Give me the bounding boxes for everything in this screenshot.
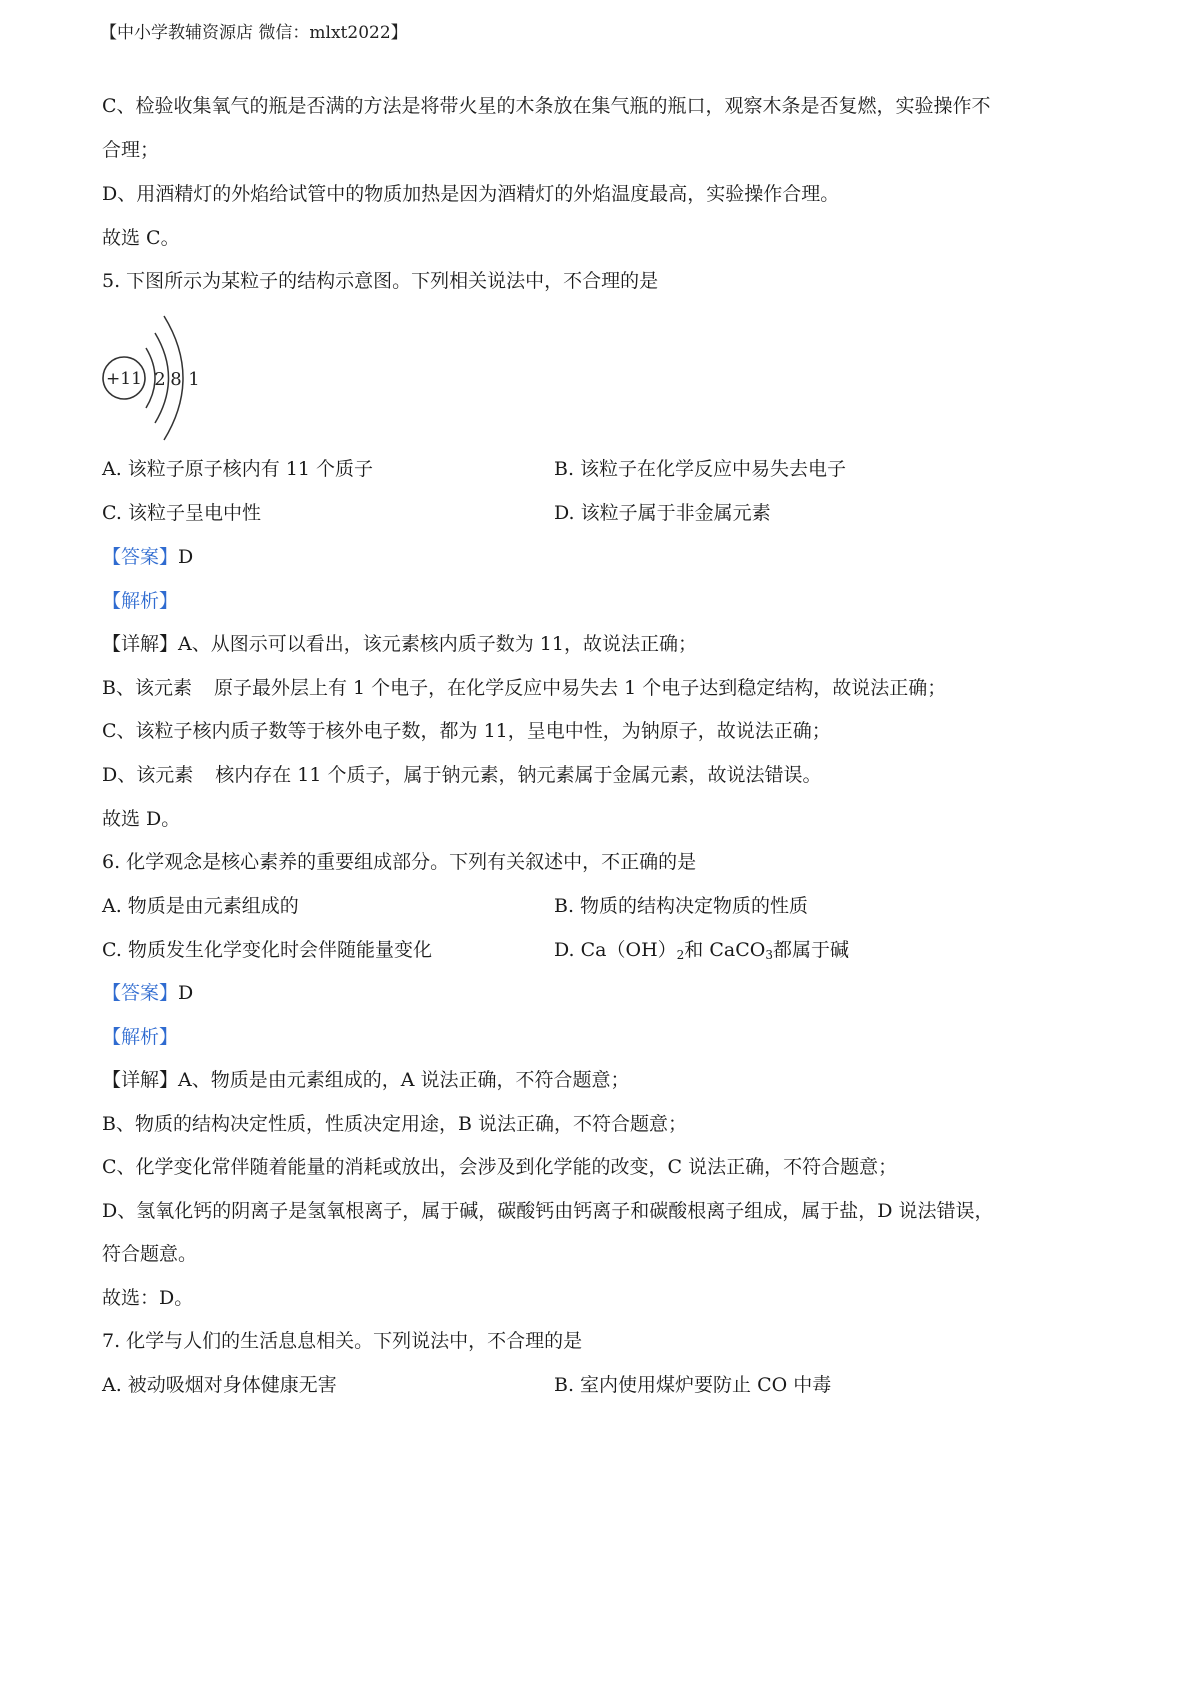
- q7-option-a: A. 被动吸烟对身体健康无害: [102, 1374, 337, 1396]
- q6-detail-label: 【详解】: [102, 1069, 179, 1091]
- q5-detail-b-pre: B、该元素: [102, 677, 192, 699]
- q6-option-b: B. 物质的结构决定物质的性质: [554, 895, 809, 917]
- q6-answer: [102, 980, 193, 1006]
- q6-detail-d-line2: 符合题意。: [102, 1243, 198, 1265]
- q5-answer-value: D: [178, 546, 194, 568]
- q5-answer-label: 【答案】: [102, 546, 179, 568]
- shell-3-electrons: 1: [188, 369, 200, 390]
- q5-conclusion: 故选 D。: [102, 808, 181, 830]
- q5-detail-b: [102, 675, 946, 701]
- shell-1-electrons: 2: [154, 369, 166, 390]
- q5-detail-d-post: 核内存在 11 个质子，属于钠元素，钠元素属于金属元素，故说法错误。: [215, 764, 822, 786]
- q6-option-d-mid: 和 CaCO: [684, 939, 766, 961]
- q6-detail-b: B、物质的结构决定性质，性质决定用途，B 说法正确，不符合题意；: [102, 1113, 687, 1135]
- q5-detail-c: C、该粒子核内质子数等于核外电子数，都为 11，呈电中性，为钠原子，故说法正确；: [102, 720, 831, 742]
- q5-analysis-label: 【解析】: [102, 590, 179, 612]
- q5-detail-a-text: A、从图示可以看出，该元素核内质子数为 11，故说法正确；: [178, 633, 697, 655]
- q5-detail-d: [102, 762, 822, 788]
- q6-conclusion: 故选：D。: [102, 1287, 194, 1309]
- q7-question: 7. 化学与人们的生活息息相关。下列说法中，不合理的是: [102, 1330, 583, 1352]
- q5-option-a: A. 该粒子原子核内有 11 个质子: [102, 458, 374, 480]
- q4-option-c-analysis-line2: 合理；: [102, 139, 160, 161]
- q5-option-c: C. 该粒子呈电中性: [102, 502, 261, 524]
- q5-detail-d-pre: D、该元素: [102, 764, 194, 786]
- q6-option-d-post: 都属于碱: [772, 939, 849, 961]
- q5-option-b: B. 该粒子在化学反应中易失去电子: [554, 458, 847, 480]
- q6-answer-value: D: [178, 982, 194, 1004]
- q4-conclusion: 故选 C。: [102, 227, 180, 249]
- q5-answer: [102, 544, 193, 570]
- q6-answer-label: 【答案】: [102, 982, 179, 1004]
- q7-option-b: B. 室内使用煤炉要防止 CO 中毒: [554, 1374, 832, 1396]
- q6-detail-a-text: A、物质是由元素组成的，A 说法正确，不符合题意；: [178, 1069, 630, 1091]
- nucleus-charge: +11: [106, 369, 142, 389]
- q4-option-c-analysis-line1: C、检验收集氧气的瓶是否满的方法是将带火星的木条放在集气瓶的瓶口，观察木条是否复燃，实验操作不: [102, 95, 991, 117]
- q5-detail-a: [102, 631, 697, 657]
- q6-question: 6. 化学观念是核心素养的重要组成部分。下列有关叙述中，不正确的是: [102, 851, 697, 873]
- q6-option-c: C. 物质发生化学变化时会伴随能量变化: [102, 939, 432, 961]
- q4-option-d-analysis: D、用酒精灯的外焰给试管中的物质加热是因为酒精灯的外焰温度最高，实验操作合理。: [102, 183, 840, 205]
- q5-question: 5. 下图所示为某粒子的结构示意图。下列相关说法中，不合理的是: [102, 270, 659, 292]
- q6-option-d: [554, 937, 849, 968]
- q6-option-a: A. 物质是由元素组成的: [102, 895, 299, 917]
- q6-option-d-sub1: 2: [676, 948, 685, 962]
- q6-detail-d-line1: D、氢氧化钙的阴离子是氢氧根离子，属于碱，碳酸钙由钙离子和碳酸根离子组成，属于盐，D 说法错误，: [102, 1200, 994, 1222]
- q6-detail-a: [102, 1067, 630, 1093]
- atom-structure-diagram: [98, 308, 218, 448]
- q5-detail-label: 【详解】: [102, 633, 179, 655]
- watermark-header: 【中小学教辅资源店 微信：mlxt2022】: [100, 23, 408, 43]
- q6-option-d-pre: D. Ca（OH）: [554, 939, 677, 961]
- q6-detail-c: C、化学变化常伴随着能量的消耗或放出，会涉及到化学能的改变，C 说法正确，不符合题意；: [102, 1156, 898, 1178]
- q5-detail-b-post: 原子最外层上有 1 个电子，在化学反应中易失去 1 个电子达到稳定结构，故说法正确；: [213, 677, 947, 699]
- q6-analysis-label: 【解析】: [102, 1026, 179, 1048]
- shell-2-electrons: 8: [170, 369, 182, 390]
- q5-option-d: D. 该粒子属于非金属元素: [554, 502, 771, 524]
- q6-option-d-sub2: 3: [765, 948, 773, 962]
